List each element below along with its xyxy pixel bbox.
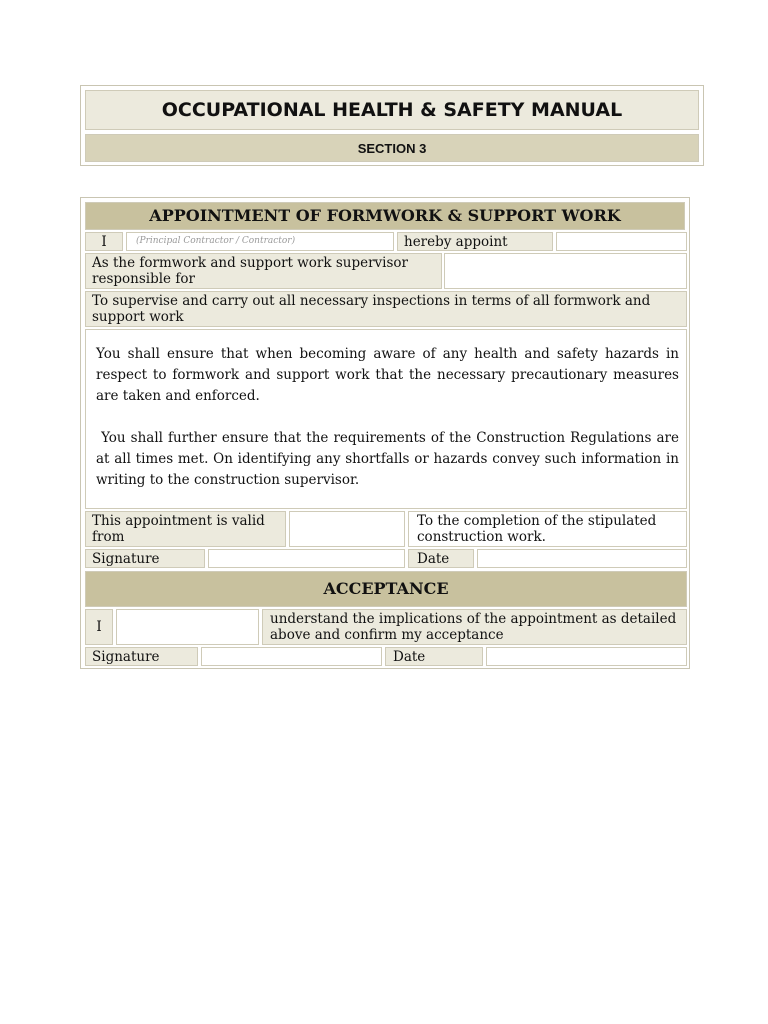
instructions-paragraph-1: You shall ensure that when becoming aware of any health and safety hazards in respect to formwork and support work that the necessary precautionary measures are taken and enforced.: [96, 346, 679, 404]
completion-text: To the completion of the stipulated construction work.: [408, 511, 687, 547]
acceptance-signature-field[interactable]: [201, 647, 382, 666]
supervisor-label: As the formwork and support work supervisor responsible for: [85, 253, 442, 289]
responsible-for-field[interactable]: [444, 253, 687, 289]
appointment-signature-label: Signature: [85, 549, 205, 568]
acceptor-name-field[interactable]: [116, 609, 259, 645]
instructions-block: [85, 329, 687, 509]
manual-header: [80, 85, 704, 166]
understand-text: understand the implications of the appointment as detailed above and confirm my acceptance: [262, 609, 687, 645]
principal-contractor-hint: (Principal Contractor / Contractor): [136, 236, 296, 246]
manual-title: OCCUPATIONAL HEALTH & SAFETY MANUAL: [85, 90, 699, 130]
acceptance-date-field[interactable]: [486, 647, 687, 666]
accept-i-label: I: [85, 609, 113, 645]
valid-from-label: This appointment is valid from: [85, 511, 286, 547]
appoint-i-label: I: [85, 232, 123, 251]
hereby-appoint-label: hereby appoint: [397, 232, 553, 251]
appointment-date-field[interactable]: [477, 549, 687, 568]
principal-contractor-field[interactable]: [126, 232, 394, 251]
appointment-date-label: Date: [408, 549, 474, 568]
acceptance-heading: ACCEPTANCE: [85, 571, 687, 607]
acceptance-signature-label: Signature: [85, 647, 198, 666]
appointment-form: [80, 197, 690, 669]
section-label: SECTION 3: [85, 134, 699, 162]
valid-from-field[interactable]: [289, 511, 405, 547]
appointment-signature-field[interactable]: [208, 549, 405, 568]
acceptance-date-label: Date: [385, 647, 483, 666]
appointment-heading: APPOINTMENT OF FORMWORK & SUPPORT WORK: [85, 202, 685, 230]
instructions-paragraph-2: You shall further ensure that the requirements of the Construction Regulations are at all times met. On identifying any shortfalls or hazards convey such information in writing to the construction supervisor.: [96, 430, 684, 488]
duty-text: To supervise and carry out all necessary inspections in terms of all formwork and support work: [85, 291, 687, 327]
appointee-name-field[interactable]: [556, 232, 687, 251]
